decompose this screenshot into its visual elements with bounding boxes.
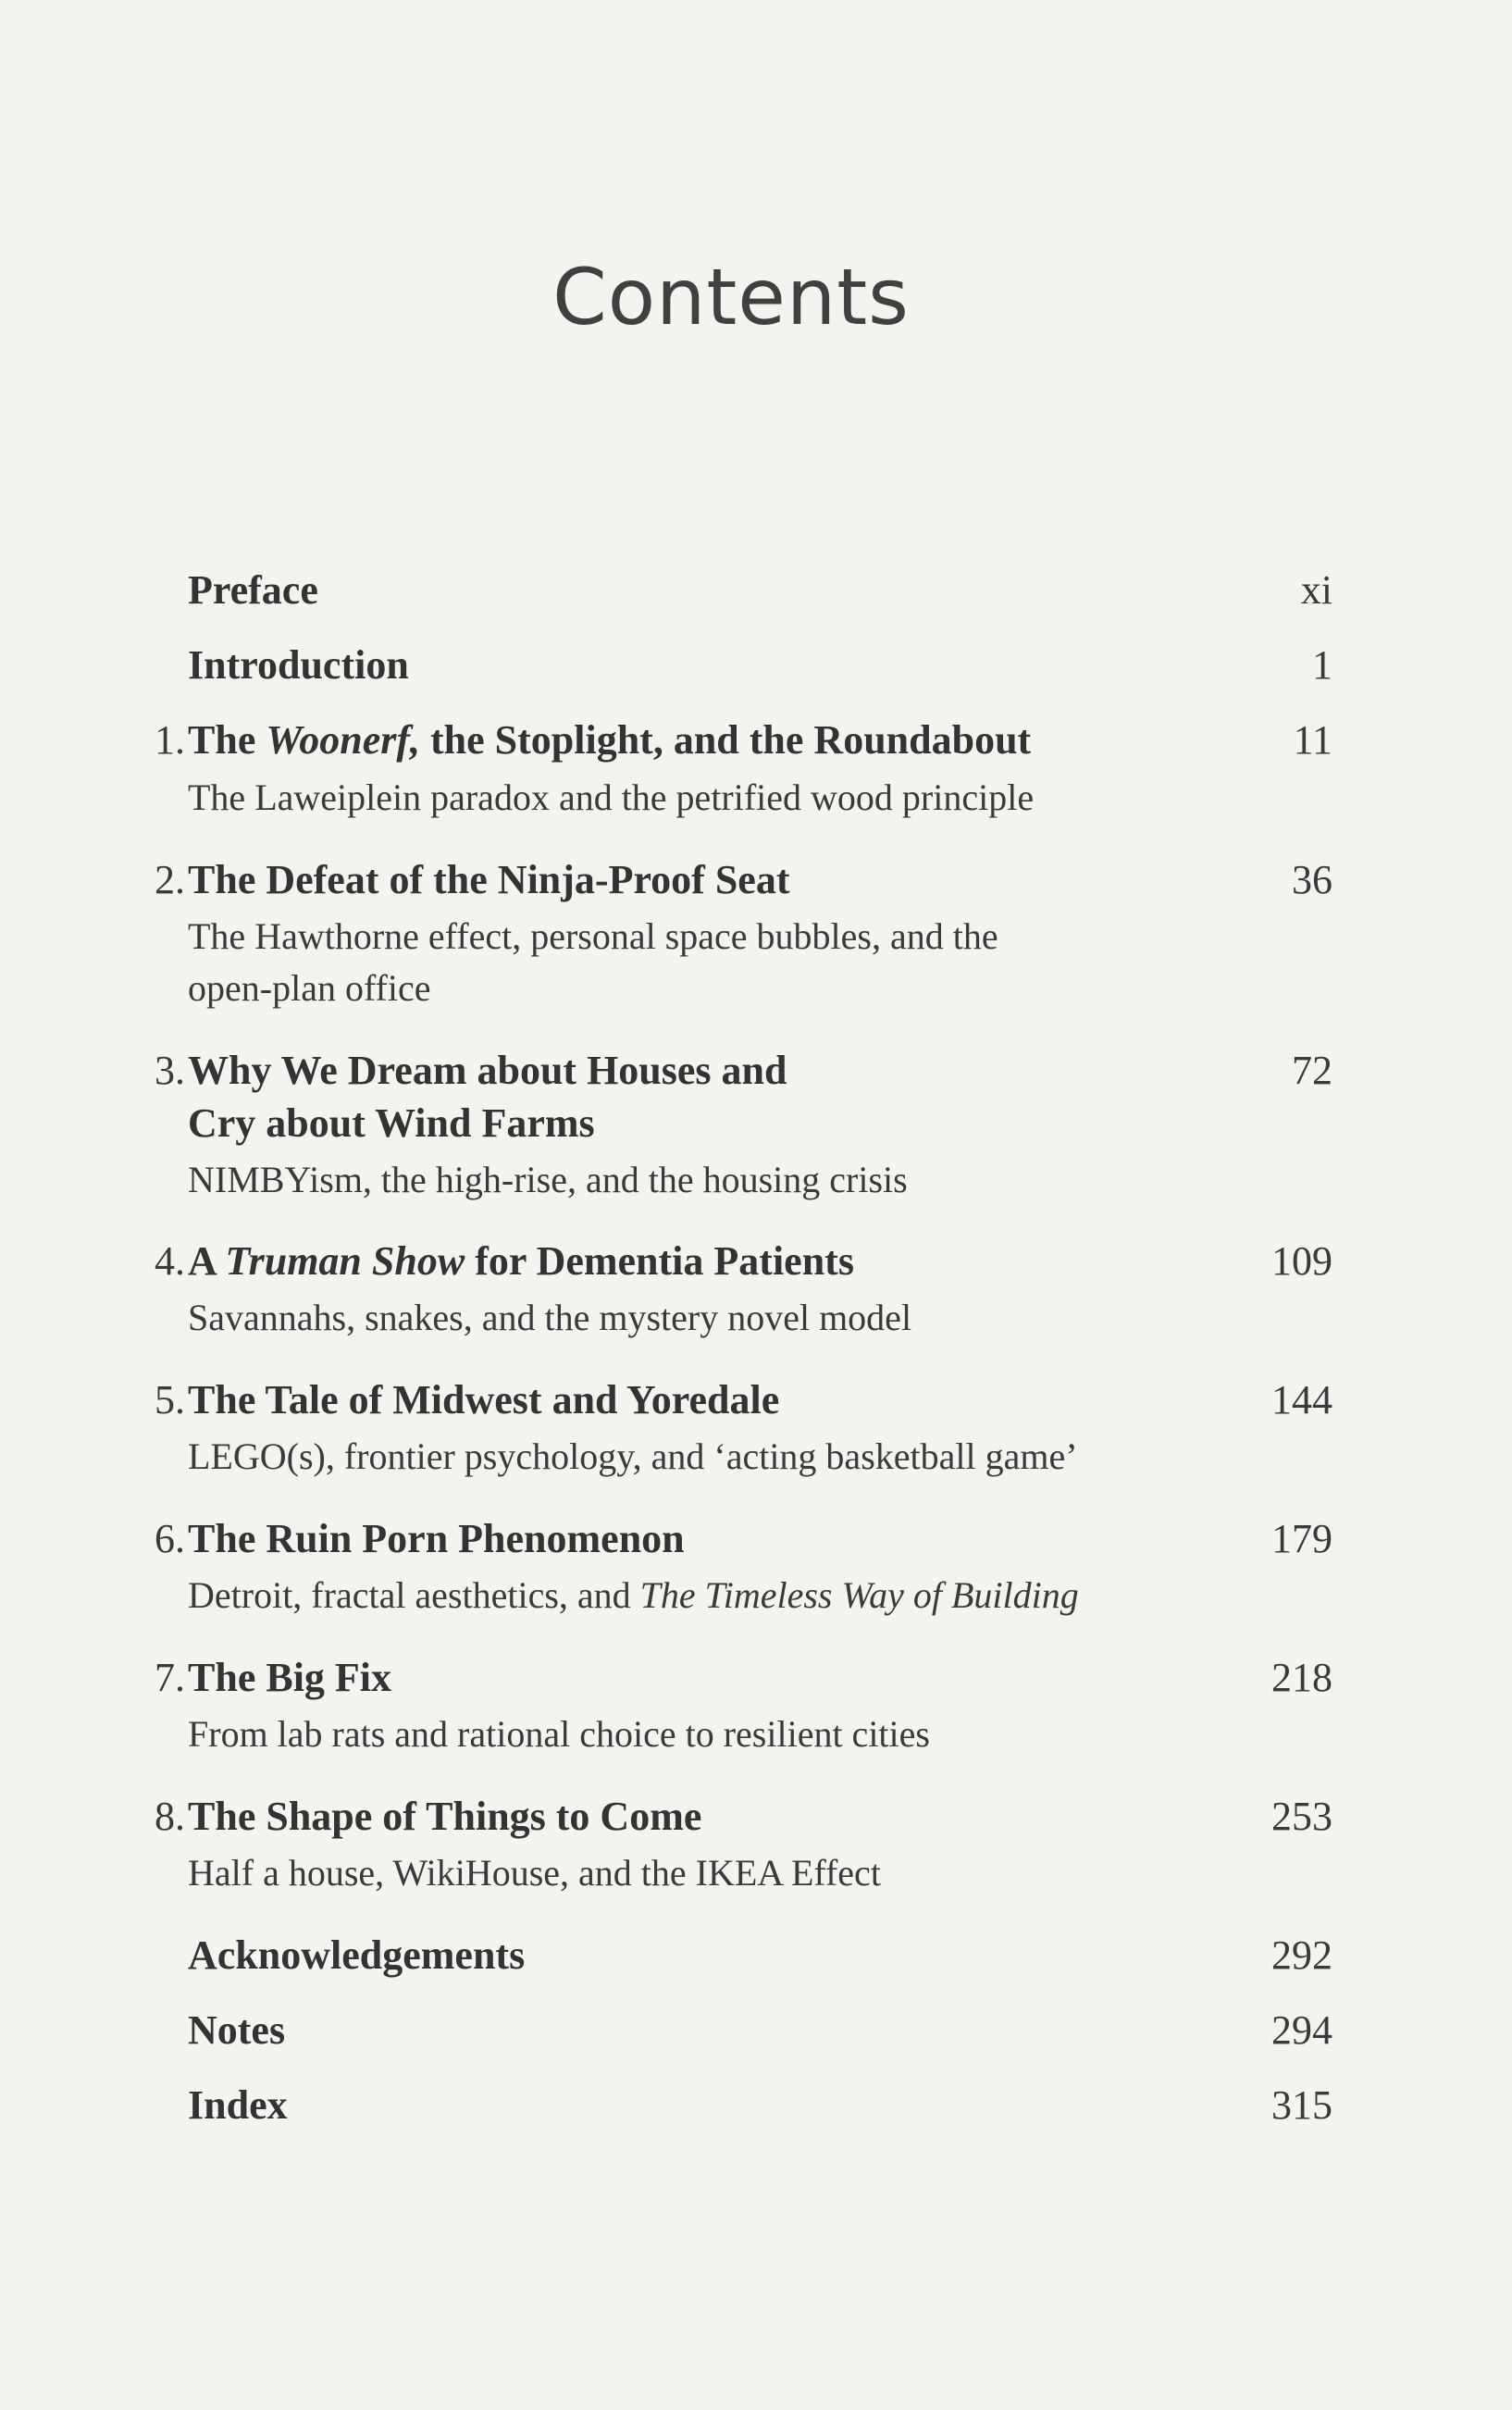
entry-heading: A Truman Show for Dementia Patients [188, 1238, 854, 1284]
chapter-number: 7. [155, 1655, 185, 1700]
entry-page-number: 292 [1271, 1932, 1332, 1978]
entry-page-number: 1 [1312, 642, 1332, 688]
entry-subtitle: Savannahs, snakes, and the mystery novel model [188, 1297, 912, 1338]
entry-subtitle: Half a house, WikiHouse, and the IKEA Effect [188, 1852, 881, 1894]
page-title: Contents [552, 252, 910, 342]
entry-subtitle: From lab rats and rational choice to resilient cities [188, 1713, 930, 1755]
chapter-number: 2. [155, 857, 185, 902]
entry-page-number: 315 [1271, 2082, 1332, 2128]
chapter-number: 1. [155, 717, 185, 763]
entry-heading: The Shape of Things to Come [188, 1794, 702, 1839]
entry-subtitle: The Hawthorne effect, personal space bubbles, and the [188, 915, 998, 957]
entry-subtitle: LEGO(s), frontier psychology, and ‘acting basketball game’ [188, 1435, 1078, 1477]
chapter-number: 4. [155, 1238, 185, 1284]
entry-heading: The Big Fix [188, 1655, 392, 1700]
entry-subtitle: open-plan office [188, 967, 431, 1009]
entry-heading: The Tale of Midwest and Yoredale [188, 1377, 780, 1422]
entry-heading: Preface [188, 567, 318, 613]
entry-page-number: 11 [1293, 717, 1332, 763]
entry-subtitle: Detroit, fractal aesthetics, and The Timeless Way of Building [188, 1574, 1079, 1616]
entry-heading: The Ruin Porn Phenomenon [188, 1516, 685, 1561]
entry-page-number: 218 [1271, 1655, 1332, 1700]
entry-subtitle: NIMBYism, the high-rise, and the housing crisis [188, 1159, 908, 1200]
entry-page-number: 253 [1271, 1794, 1332, 1839]
entry-subtitle: The Laweiplein paradox and the petrified wood principle [188, 776, 1035, 818]
chapter-number: 6. [155, 1516, 185, 1561]
chapter-number: 5. [155, 1377, 185, 1422]
entry-page-number: 179 [1271, 1516, 1332, 1561]
entry-heading: Notes [188, 2007, 286, 2053]
entry-page-number: xi [1300, 567, 1332, 613]
entry-heading: Introduction [188, 642, 409, 688]
chapter-number: 8. [155, 1794, 185, 1839]
entry-heading: Why We Dream about Houses and [188, 1048, 787, 1093]
entry-page-number: 109 [1271, 1238, 1332, 1284]
entry-page-number: 72 [1292, 1048, 1332, 1093]
entry-heading: The Defeat of the Ninja-Proof Seat [188, 857, 790, 902]
entry-heading: Cry about Wind Farms [188, 1100, 595, 1146]
entry-heading: The Woonerf, the Stoplight, and the Roundabout [188, 717, 1032, 763]
entry-heading: Acknowledgements [188, 1932, 526, 1978]
entry-page-number: 294 [1271, 2007, 1332, 2053]
chapter-number: 3. [155, 1048, 185, 1093]
entry-heading: Index [188, 2082, 288, 2128]
entry-page-number: 144 [1271, 1377, 1332, 1422]
entry-page-number: 36 [1292, 857, 1332, 902]
